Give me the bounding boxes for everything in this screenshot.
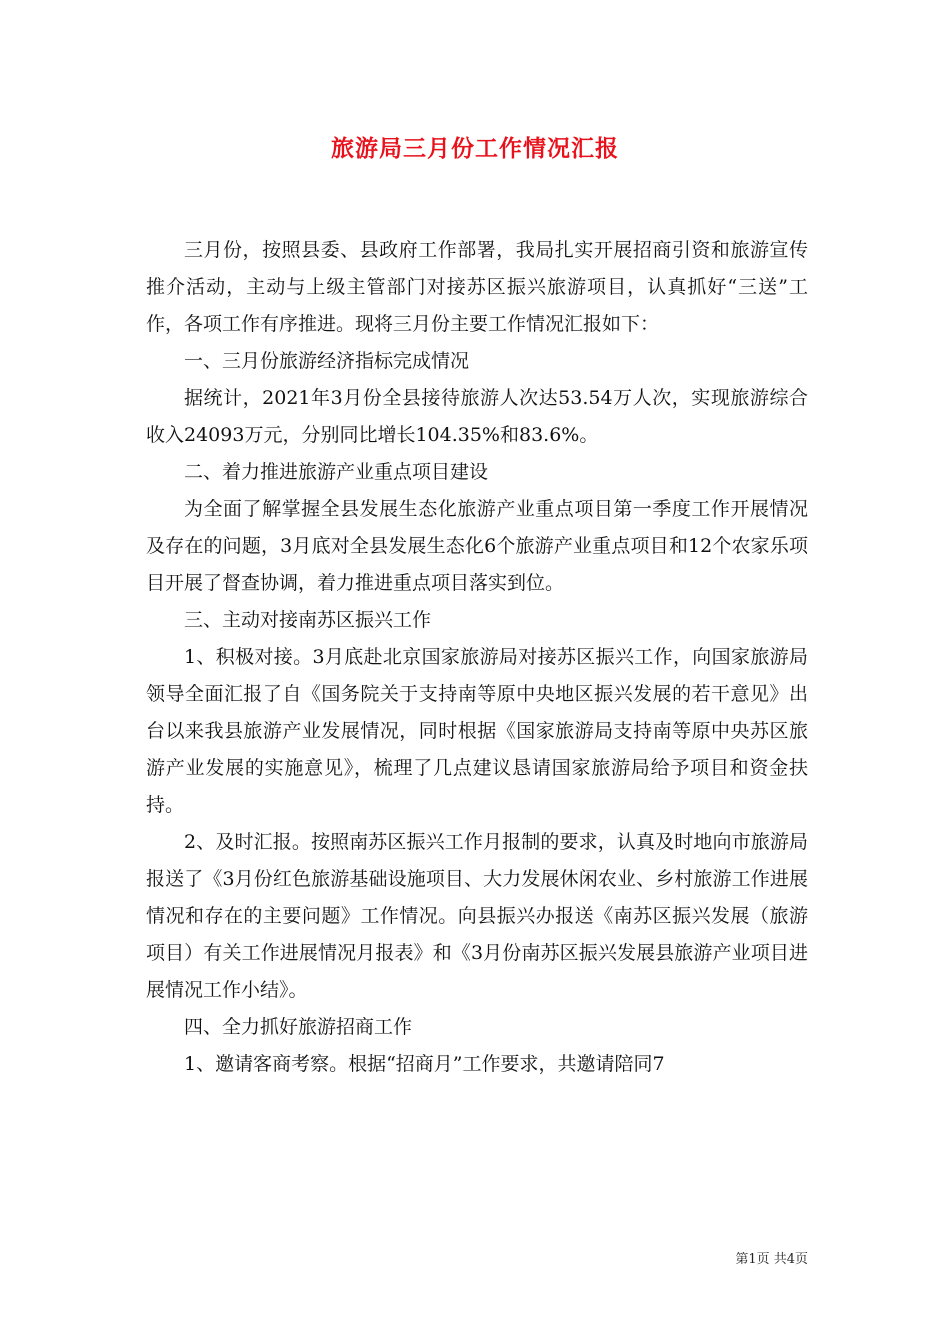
section-heading: 四、全力抓好旅游招商工作 xyxy=(184,1016,413,1038)
section-heading: 二、着力推进旅游产业重点项目建设 xyxy=(184,461,489,483)
paragraph: 1、邀请客商考察。根据“招商月”工作要求，共邀请陪同7 xyxy=(184,1053,665,1075)
section-heading: 三、主动对接南苏区振兴工作 xyxy=(184,609,432,631)
document-title: 旅游局三月份工作情况汇报 xyxy=(331,135,619,162)
paragraph: 据统计，2021年3月份全县接待旅游人次达53.54万人次，实现旅游综合收入24093万元，分别同比增长104.35%和83.6%。 xyxy=(146,387,808,446)
paragraph: 三月份，按照县委、县政府工作部署，我局扎实开展招商引资和旅游宣传推介活动，主动与上级主管部门对接苏区振兴旅游项目，认真抓好“三送”工作，各项工作有序推进。现将三月份主要工作情况汇报如下： xyxy=(146,239,808,335)
paragraph: 1、积极对接。3月底赴北京国家旅游局对接苏区振兴工作，向国家旅游局领导全面汇报了自《国务院关于支持南等原中央地区振兴发展的若干意见》出台以来我县旅游产业发展情况，同时根据《国家旅游局支持南等原中央苏区旅游产业发展的实施意见》，梳理了几点建议恳请国家旅游局给予项目和资金扶持。 xyxy=(146,646,808,816)
paragraph: 2、及时汇报。按照南苏区振兴工作月报制的要求，认真及时地向市旅游局报送了《3月份红色旅游基础设施项目、大力发展休闲农业、乡村旅游工作进展情况和存在的主要问题》工作情况。向县振兴办报送《南苏区振兴发展（旅游项目）有关工作进展情况月报表》和《3月份南苏区振兴发展县旅游产业项目进展情况工作小结》。 xyxy=(146,831,808,1001)
document-body xyxy=(146,232,808,1083)
page-number-footer: 第1页 共4页 xyxy=(735,1252,808,1267)
section-heading: 一、三月份旅游经济指标完成情况 xyxy=(184,350,470,372)
paragraph: 为全面了解掌握全县发展生态化旅游产业重点项目第一季度工作开展情况及存在的问题，3月底对全县发展生态化6个旅游产业重点项目和12个农家乐项目开展了督查协调，着力推进重点项目落实到位。 xyxy=(146,498,808,594)
